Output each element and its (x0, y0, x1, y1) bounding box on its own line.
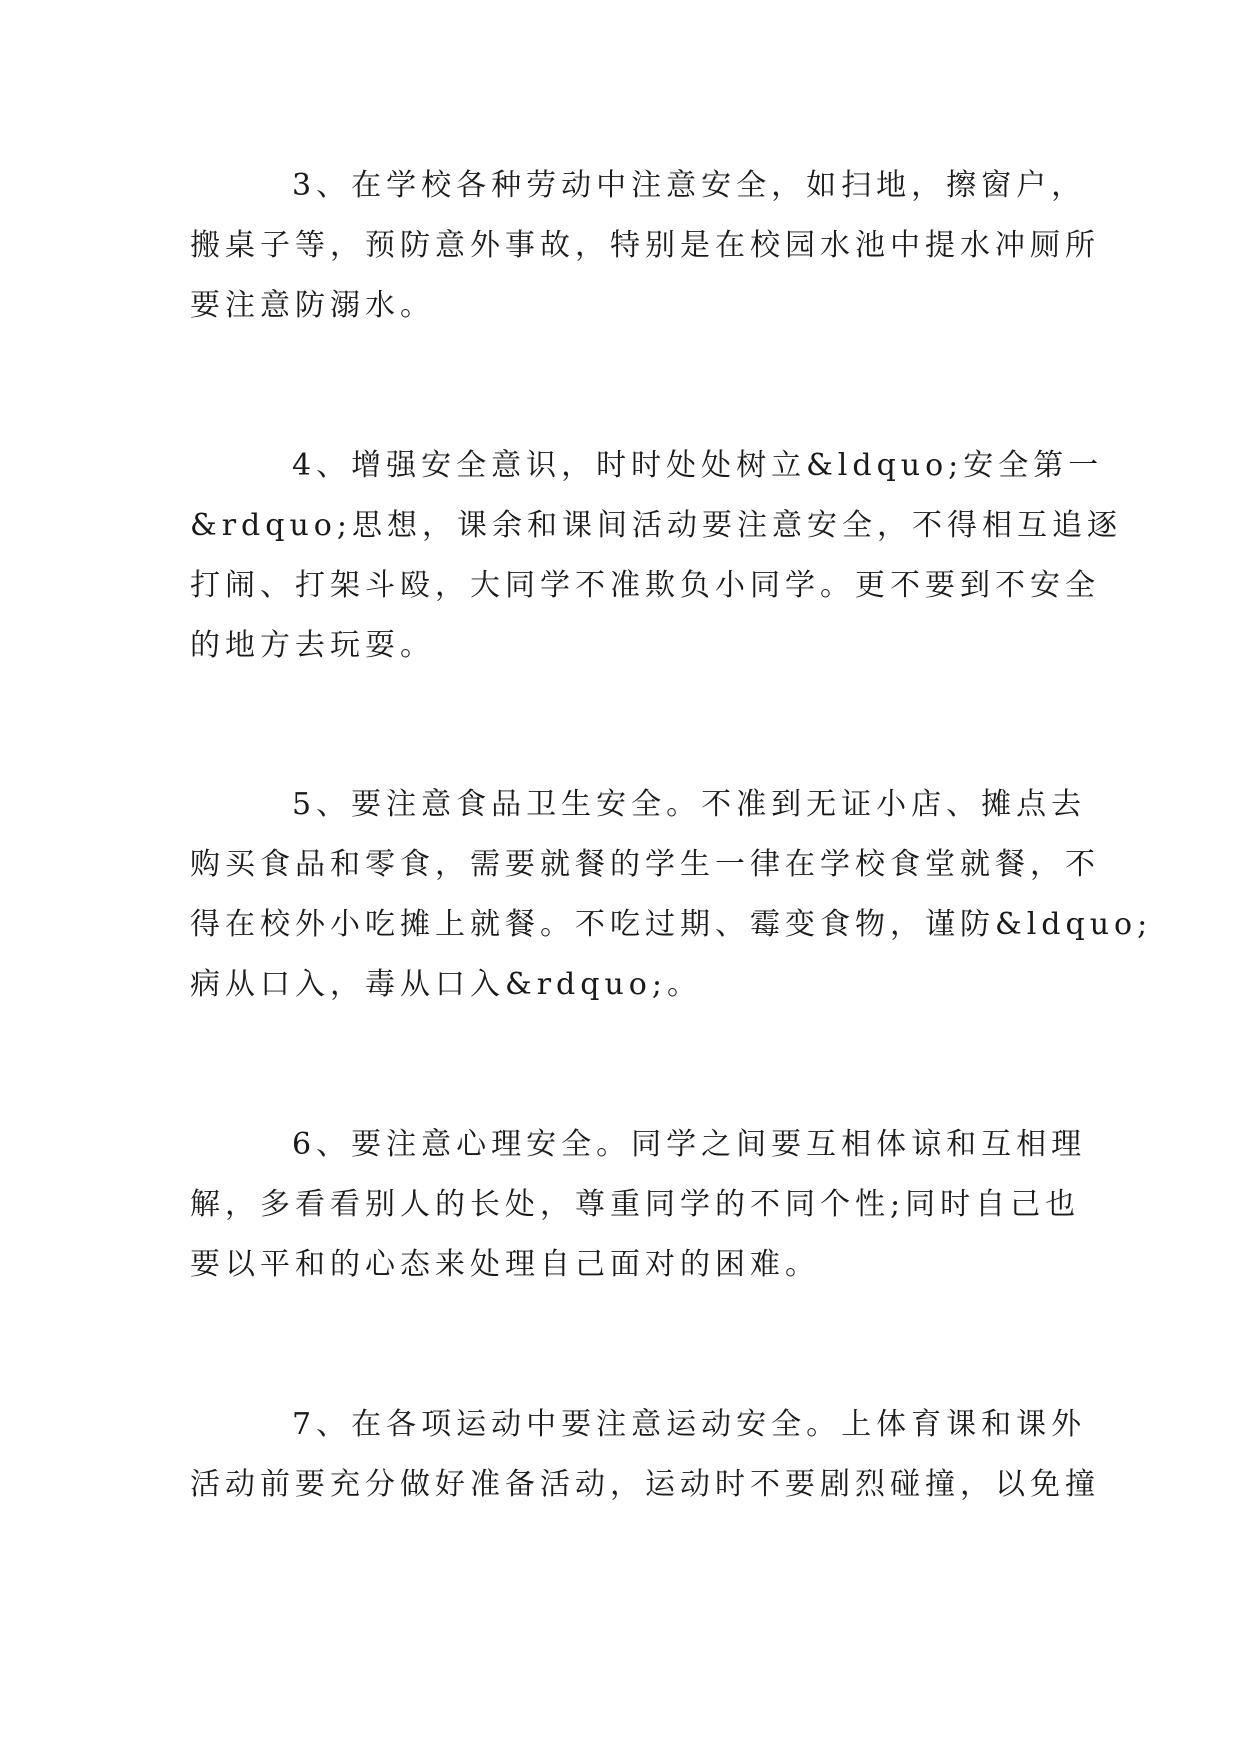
paragraph-line: 病从口入，毒从口入&rdquo;。 (190, 967, 702, 1002)
paragraph-line: 要注意防溺水。 (190, 288, 435, 323)
paragraph-line: &rdquo;思想，课余和课间活动要注意安全，不得相互追逐 (190, 508, 1122, 543)
paragraph-line: 3、在学校各种劳动中注意安全，如扫地，擦窗户， (292, 168, 1087, 203)
paragraph-line: 7、在各项运动中要注意运动安全。上体育课和课外 (292, 1407, 1087, 1442)
paragraph-line: 的地方去玩耍。 (190, 628, 435, 663)
paragraph-line: 5、要注意食品卫生安全。不准到无证小店、摊点去 (292, 787, 1087, 822)
paragraph-line: 解，多看看别人的长处，尊重同学的不同个性;同时自己也 (190, 1187, 1081, 1222)
paragraph-line: 4、增强安全意识，时时处处树立&ldquo;安全第一 (292, 448, 1104, 483)
paragraph-line: 得在校外小吃摊上就餐。不吃过期、霉变食物，谨防&ldquo; (190, 907, 1153, 942)
paragraph-line: 搬桌子等，预防意外事故，特别是在校园水池中提水冲厕所 (190, 228, 1100, 263)
paragraph-line: 打闹、打架斗殴，大同学不准欺负小同学。更不要到不安全 (190, 568, 1100, 603)
paragraph-line: 活动前要充分做好准备活动，运动时不要剧烈碰撞，以免撞 (190, 1467, 1100, 1502)
paragraph-line: 要以平和的心态来处理自己面对的困难。 (190, 1247, 820, 1282)
paragraph-line: 购买食品和零食，需要就餐的学生一律在学校食堂就餐，不 (190, 847, 1100, 882)
paragraph-line: 6、要注意心理安全。同学之间要互相体谅和互相理 (292, 1127, 1087, 1162)
